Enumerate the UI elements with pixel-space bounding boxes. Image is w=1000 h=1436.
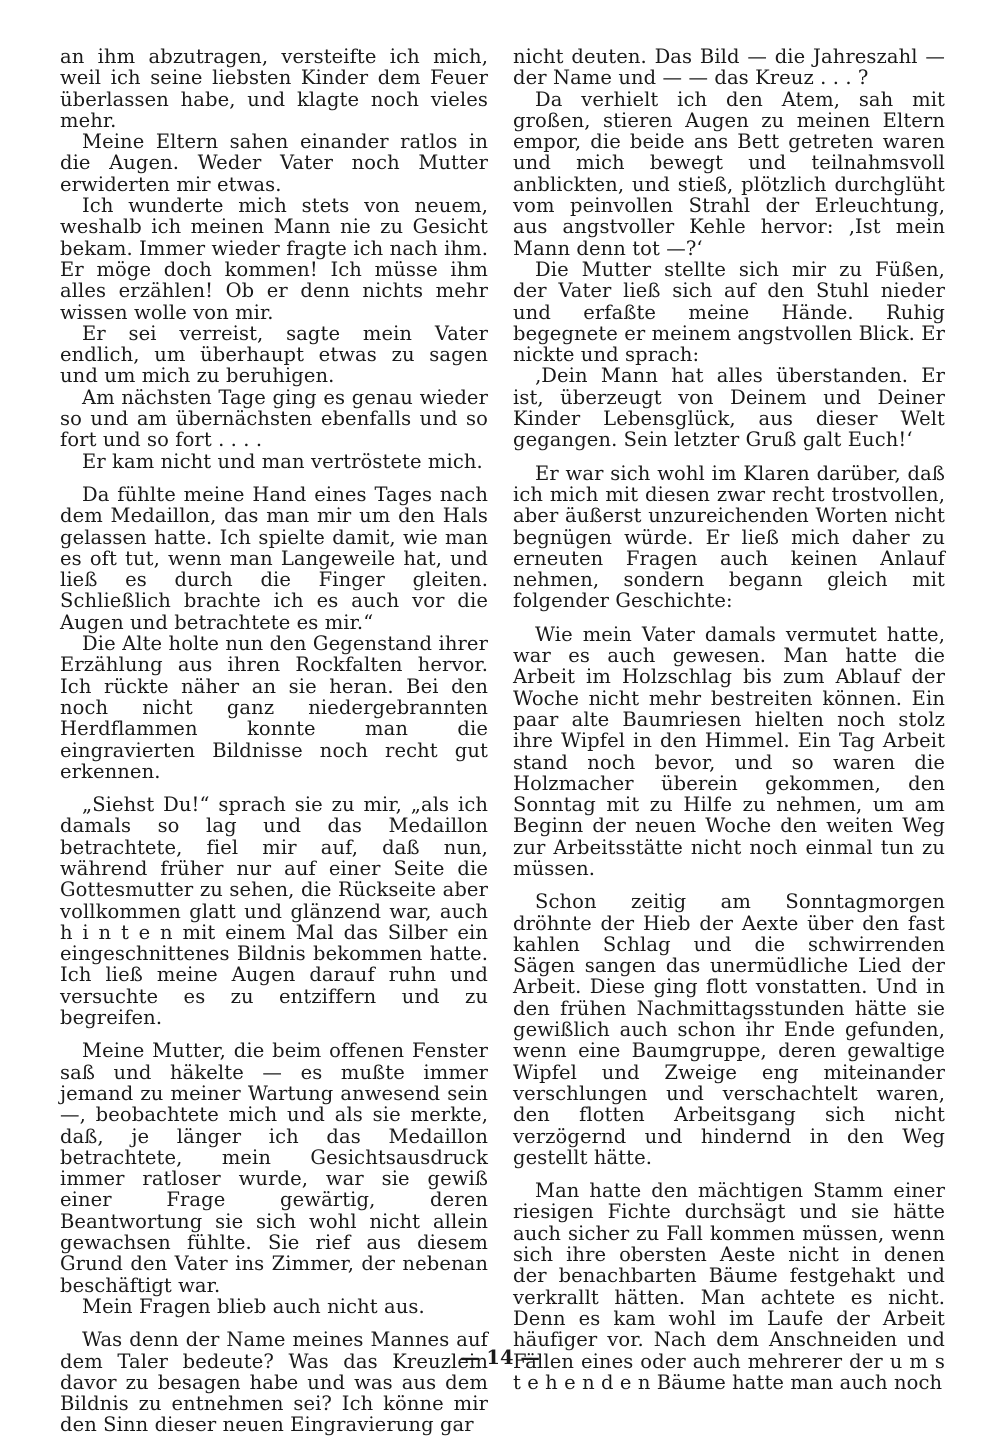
paragraph: an ihm abzutragen, versteifte ich mich, weil ich seine liebsten Kinder dem Feuer überlassen habe, und klagte noch vieles mehr.	[60, 45, 488, 132]
paragraph: „Siehst Du!“ sprach sie zu mir, „als ich damals so lag und das Medaillon betrachtete, fiel mir auf, daß nun, während früher nur auf einer Seite die Gottesmutter zu sehen, die Rückseite aber vollkommen glatt und glänzend war, auch h i n t e n mit einem Mal das Silber ein eingeschnittenes Bildnis bekommen hatte. Ich ließ meine Augen darauf ruhn und versuchte es zu entziffern und zu begreifen.	[60, 793, 488, 1030]
paragraph: Schon zeitig am Sonntagmorgen dröhnte der Hieb der Aexte über den fast kahlen Schlag und die schwirrenden Sägen sangen das unermüdliche Lied der Arbeit. Diese ging flott vonstatten. Und in den frühen Nachmittagsstunden hätte sie gewißlich auch schon ihr Ende gefunden, wenn eine Baumgruppe, deren gewaltige Wipfel und Zweige eng miteinander verschlungen und verschachtelt waren, den flotten Arbeitsgang sich nicht verzögernd und hindernd in den Weg gestellt hätte.	[513, 890, 945, 1169]
paragraph: Wie mein Vater damals vermutet hatte, war es auch gewesen. Man hatte die Arbeit im Holzschlag bis zum Ablauf der Woche nicht mehr bestreiten können. Ein paar alte Baumriesen hielten noch stolz ihre Wipfel in den Himmel. Ein Tag Arbeit stand noch bevor, und so waren die Holzmacher überein gekommen, den Sonntag mit zu Hilfe zu nehmen, um am Beginn der neuen Woche den weiten Weg zur Arbeitsstätte nicht noch einmal tun zu müssen.	[513, 622, 945, 880]
left-text-column	[60, 46, 488, 1436]
paragraph: Meine Mutter, die beim offenen Fenster saß und häkelte — es mußte immer jemand zu meiner Wartung anwesend sein —, beobachtete mich und als sie merkte, daß, je länger ich das Medaillon betrachtete, mein Gesichtsausdruck immer ratloser wurde, war sie gewiß einer Frage gewärtig, deren Beantwortung sie sich wohl nicht allein gewachsen fühlte. Sie rief aus diesem Grund den Vater ins Zimmer, der nebenan beschäftigt war.	[60, 1039, 488, 1297]
paragraph: nicht deuten. Das Bild — die Jahreszahl — der Name und — — das Kreuz . . . ?	[513, 45, 945, 90]
quoted-paragraph: ‚Dein Mann hat alles überstanden. Er ist, überzeugt von Deinem und Deiner Kinder Lebensglück, aus dieser Welt gegangen. Sein letzter Gruß galt Euch!‘	[513, 364, 945, 452]
paragraph: Er war sich wohl im Klaren darüber, daß ich mich mit diesen zwar recht trostvollen, aber äußerst unzureichenden Worten nicht begnügen würde. Er ließ mich daher zu erneuten Fragen auch keinen Anlauf nehmen, sondern begann gleich mit folgender Geschichte:	[513, 461, 945, 613]
paragraph: Mein Fragen blieb auch nicht aus.	[82, 1294, 425, 1318]
paragraph: Er sei verreist, sagte mein Vater endlich, um überhaupt etwas zu sagen und um mich zu beruhigen.	[60, 321, 488, 388]
paragraph: Die Mutter stellte sich mir zu Füßen, der Vater ließ sich auf den Stuhl nieder und erfaßte meine Hände. Ruhig begegnete er meinem angstvollen Blick. Er nickte und sprach:	[513, 257, 945, 367]
paragraph: Ich wunderte mich stets von neuem, weshalb ich meinen Mann nie zu Gesicht bekam. Immer wieder fragte ich nach ihm. Er möge doch kommen! Ich müsse ihm alles erzählen! Ob er denn nichts mehr wissen wolle von mir.	[60, 194, 488, 324]
paragraph: Die Alte holte nun den Gegenstand ihrer Erzählung aus ihren Rockfalten hervor. Ich rückte näher an sie heran. Bei den noch nicht ganz niedergebrannten Herdflammen konnte man die eingravierten Bildnisse noch recht gut erkennen.	[60, 632, 488, 783]
paragraph: Man hatte den mächtigen Stamm einer riesigen Fichte durchsägt und sie hätte auch sicher zu Fall kommen müssen, wenn sich ihre obersten Aeste nicht in denen der benachbarten Bäume festgehakt und verkrallt hätten. Man achtete es nicht. Denn es kam wohl im Laufe der Arbeit häufiger vor. Nach dem Anschneiden und Fällen eines oder auch mehrerer der u m s t e h e n d e n Bäume hatte man auch noch	[513, 1179, 945, 1394]
paragraph: Da verhielt ich den Atem, sah mit großen, stieren Augen zu meinen Eltern empor, die beide ans Bett getreten waren und mich bewegt und teilnahmsvoll anblickten, und stieß, plötzlich durchglüht vom peinvollen Strahl der Erleuchtung, aus angstvoller Kehle hervor: ‚Ist mein Mann denn tot —?‘	[513, 87, 945, 260]
page-number: — 14 —	[460, 1346, 540, 1369]
paragraph: Am nächsten Tage ging es genau wieder so und am übernächsten ebenfalls und so fort und so fort . . . .	[60, 385, 488, 452]
right-text-column	[513, 46, 945, 1393]
paragraph: Er kam nicht und man vertröstete mich.	[82, 449, 483, 473]
paragraph: Meine Eltern sahen einander ratlos in die Augen. Weder Vater noch Mutter erwiderten mir etwas.	[60, 130, 488, 196]
paragraph: Was denn der Name meines Mannes auf dem Taler bedeute? Was das Kreuzlein davor zu besagen habe und was aus dem Bildnis zu entnehmen sei? Ich könne mir den Sinn dieser neuen Eingravierung gar	[60, 1328, 488, 1436]
paragraph: Da fühlte meine Hand eines Tages nach dem Medaillon, das man mir um den Hals gelassen hatte. Ich spielte damit, wie man es oft tut, wenn man Langeweile hat, und ließ es durch die Finger gleiten. Schließlich brachte ich es auch vor die Augen und betrachtete es mir.“	[60, 482, 488, 634]
